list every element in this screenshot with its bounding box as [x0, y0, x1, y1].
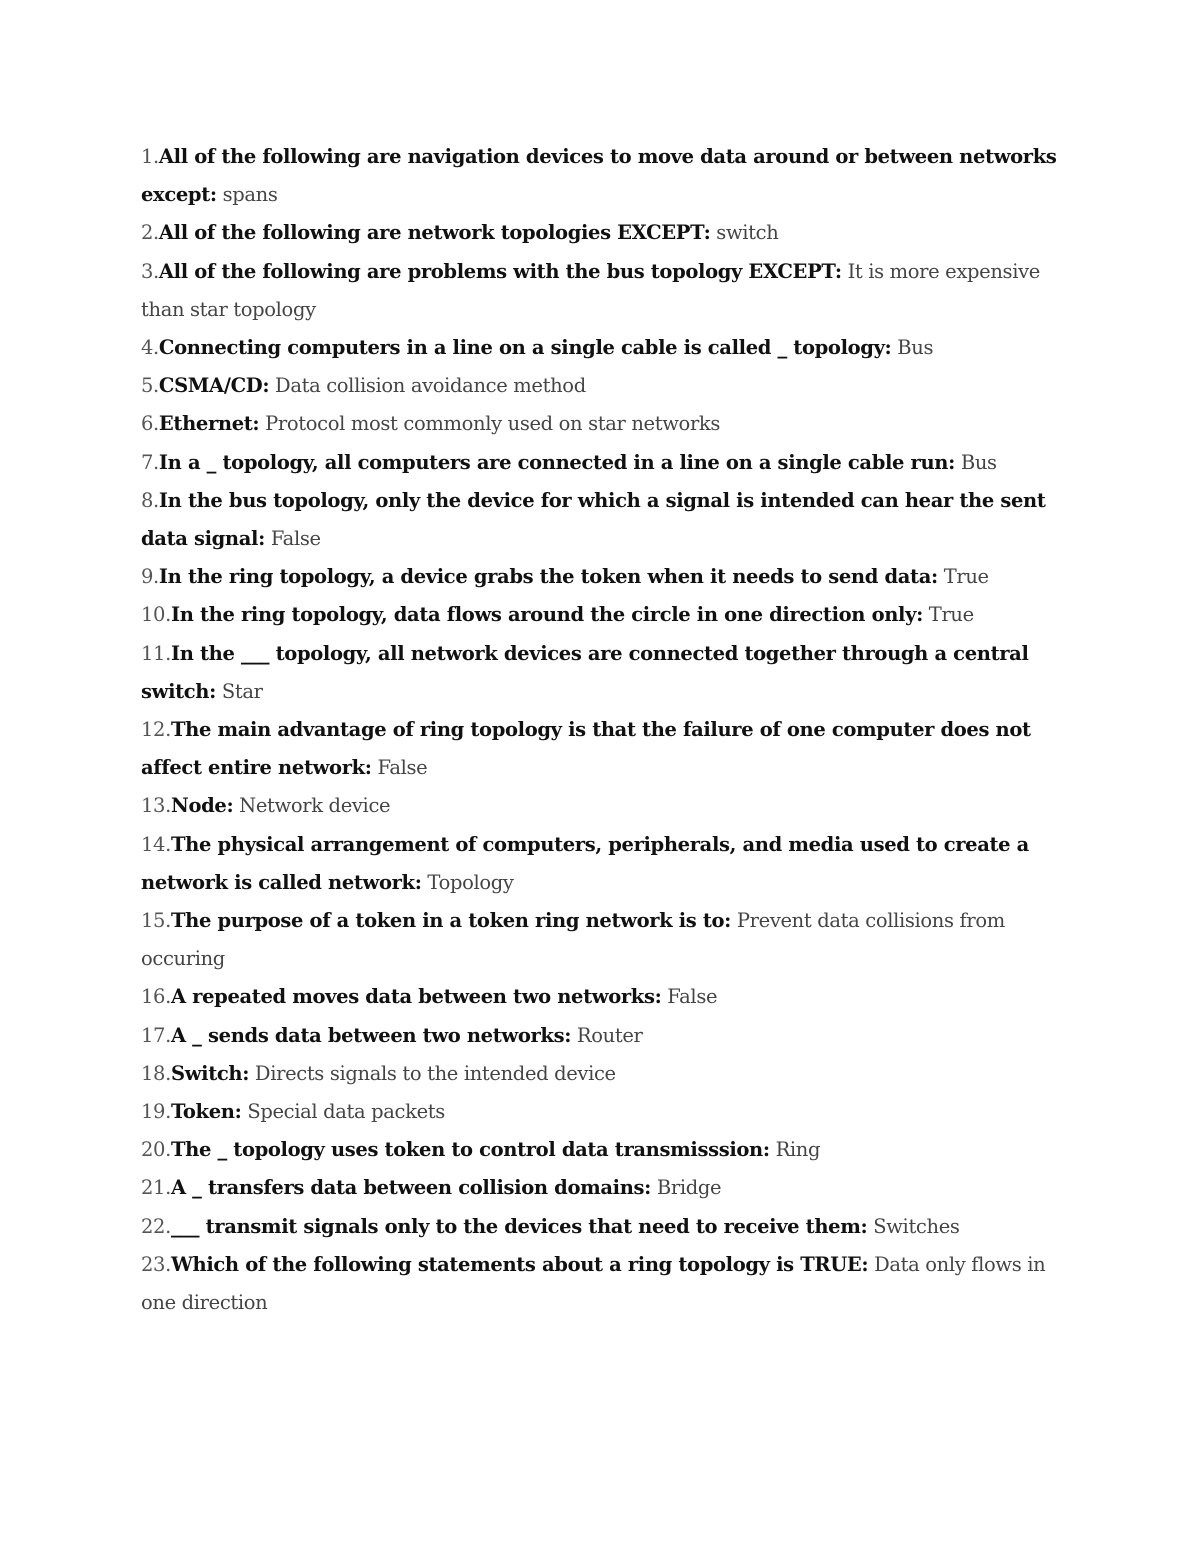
list-item [141, 1017, 1071, 1055]
answer-text: Data only flows in one direction [141, 1252, 1046, 1315]
item-number: 13. [141, 794, 171, 818]
answer-text: False [377, 756, 428, 780]
answer-text: spans [222, 183, 278, 207]
answer-text: Switches [873, 1214, 960, 1238]
list-item [141, 787, 1071, 825]
list-item [141, 1093, 1071, 1131]
list-item [141, 1246, 1071, 1322]
list-item [141, 596, 1071, 634]
answer-text: Star [221, 679, 263, 703]
question-text: In a _ topology, all computers are connected in a line on a single cable run: [158, 450, 955, 474]
question-text: The physical arrangement of computers, peripherals, and media used to create a network is called network: [141, 832, 1029, 894]
item-number: 21. [141, 1176, 171, 1200]
question-text: All of the following are problems with the bus topology EXCEPT: [158, 259, 842, 283]
list-item [141, 329, 1071, 367]
answer-text: Special data packets [247, 1100, 445, 1124]
answer-text: It is more expensive than star topology [141, 259, 1040, 321]
question-text: Which of the following statements about a ring topology is TRUE: [170, 1252, 869, 1276]
item-number: 16. [141, 985, 171, 1009]
question-text: Ethernet: [158, 412, 260, 436]
question-text: In the ring topology, a device grabs the token when it needs to send data: [158, 565, 938, 589]
item-number: 12. [141, 718, 171, 742]
answer-text: Bridge [656, 1176, 722, 1200]
list-item [141, 253, 1071, 329]
item-number: 15. [141, 909, 171, 933]
list-item [141, 635, 1071, 711]
question-text: A repeated moves data between two networks: [170, 985, 662, 1009]
question-text: A _ transfers data between collision domains: [170, 1176, 652, 1200]
list-item [141, 711, 1071, 787]
item-number: 8. [141, 488, 159, 512]
question-text: All of the following are navigation devices to move data around or between networks except: [141, 145, 1057, 207]
question-text: Switch: [170, 1061, 250, 1085]
list-item [141, 1169, 1071, 1207]
list-item [141, 558, 1071, 596]
item-number: 14. [141, 832, 171, 856]
item-number: 2. [141, 221, 159, 245]
question-answer-list [141, 138, 1071, 1322]
answer-text: Data collision avoidance method [275, 374, 586, 398]
list-item [141, 826, 1071, 902]
item-number: 19. [141, 1100, 171, 1124]
answer-text: switch [716, 221, 779, 245]
question-text: In the bus topology, only the device for which a signal is intended can hear the sent data signal: [141, 488, 1046, 551]
list-item [141, 1055, 1071, 1093]
list-item [141, 138, 1071, 214]
question-text: Connecting computers in a line on a single cable is called _ topology: [158, 336, 892, 360]
question-text: CSMA/CD: [158, 374, 270, 398]
item-number: 7. [141, 450, 159, 474]
answer-text: Protocol most commonly used on star networks [265, 412, 721, 436]
list-item [141, 482, 1071, 558]
question-text: A _ sends data between two networks: [170, 1023, 572, 1047]
answer-text: True [928, 603, 974, 627]
item-number: 6. [141, 412, 159, 436]
question-text: The main advantage of ring topology is that the failure of one computer does not affect entire network: [141, 718, 1031, 780]
answer-text: False [667, 985, 718, 1009]
list-item [141, 902, 1071, 978]
question-text: ___ transmit signals only to the devices that need to receive them: [170, 1214, 868, 1238]
question-text: In the ___ topology, all network devices are connected together through a central switch: [141, 641, 1029, 703]
answer-text: Network device [239, 794, 391, 818]
item-number: 18. [141, 1061, 171, 1085]
question-text: The _ topology uses token to control data transmisssion: [170, 1138, 770, 1162]
item-number: 5. [141, 374, 159, 398]
item-number: 3. [141, 259, 159, 283]
answer-text: Bus [897, 336, 934, 360]
list-item [141, 405, 1071, 443]
answer-text: Prevent data collisions from occuring [141, 909, 1005, 971]
list-item [141, 214, 1071, 252]
item-number: 9. [141, 565, 159, 589]
item-number: 22. [141, 1214, 171, 1238]
list-item [141, 1131, 1071, 1169]
answer-text: Bus [960, 450, 997, 474]
question-text: Token: [170, 1100, 242, 1124]
item-number: 23. [141, 1252, 171, 1276]
list-item [141, 1208, 1071, 1246]
list-item [141, 978, 1071, 1016]
item-number: 10. [141, 603, 171, 627]
answer-text: True [943, 565, 989, 589]
question-text: The purpose of a token in a token ring network is to: [170, 909, 732, 933]
question-text: Node: [170, 794, 234, 818]
item-number: 17. [141, 1023, 171, 1047]
list-item [141, 444, 1071, 482]
question-text: All of the following are network topologies EXCEPT: [158, 221, 711, 245]
answer-text: Directs signals to the intended device [254, 1061, 616, 1085]
item-number: 4. [141, 336, 159, 360]
list-item [141, 367, 1071, 405]
answer-text: Topology [427, 870, 514, 894]
item-number: 20. [141, 1138, 171, 1162]
answer-text: False [270, 527, 321, 551]
question-text: In the ring topology, data flows around the circle in one direction only: [170, 603, 923, 627]
item-number: 11. [141, 641, 171, 665]
answer-text: Ring [775, 1138, 821, 1162]
item-number: 1. [141, 145, 159, 168]
answer-text: Router [576, 1023, 643, 1047]
